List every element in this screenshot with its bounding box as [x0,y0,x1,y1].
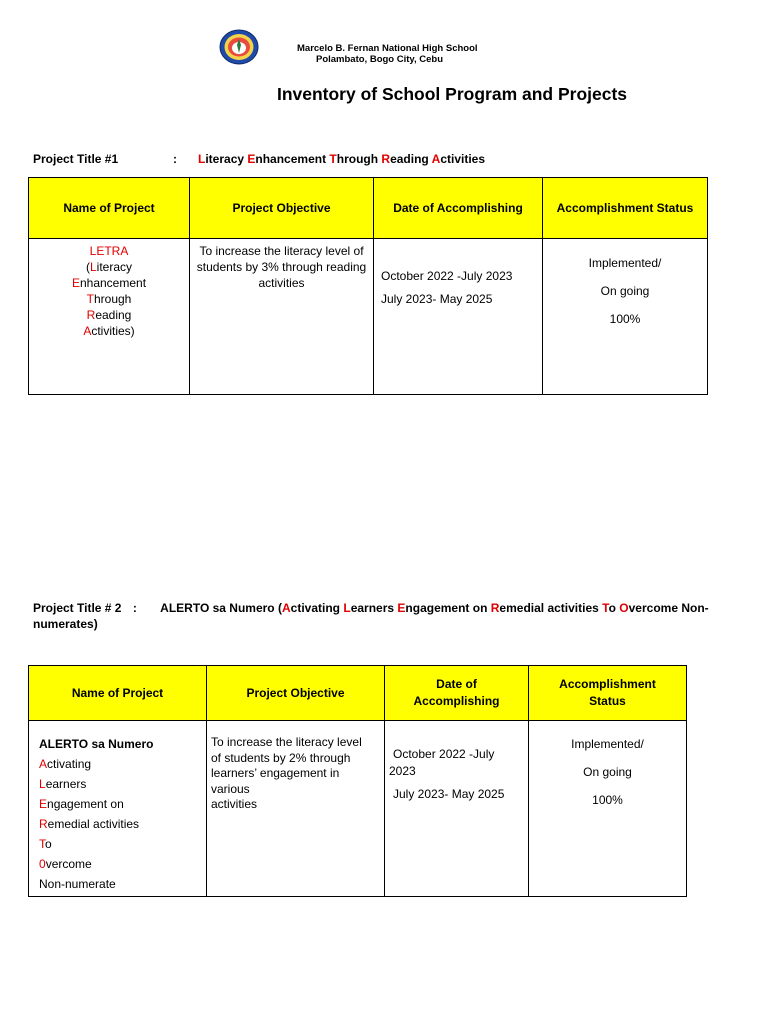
column-header-status-line1: Accomplishment [559,677,656,691]
column-header-name: Name of Project [29,178,190,239]
project1-name-line [29,275,189,291]
column-header-objective: Project Objective [190,178,374,239]
project1-name-lines [29,259,189,339]
project2-table [28,665,687,897]
project1-title-row [33,151,486,167]
project2-name-word: o [45,837,52,851]
project2-title-wrap: numerates) [33,617,98,631]
project1-name-initial: A [83,324,92,338]
project2-status-2: On going [583,765,632,779]
project2-name-line [39,854,206,874]
project2-date-cell [385,721,529,897]
project1-name-initial: L [89,260,97,274]
column-header-date-line1: Date of [436,677,477,691]
project2-name-word: Non-numerate [39,877,116,891]
project2-separator: : [132,601,137,615]
project2-name-initial: T [39,837,45,851]
project2-name-line [39,834,206,854]
project1-title-initial: R [381,152,391,166]
project1-title-word: hrough [336,152,382,166]
project1-date-cell [374,239,543,395]
project2-title [282,601,709,615]
project2-name-heading: ALERTO sa Numero [39,737,154,751]
project2-objective-line-5: activities [211,797,258,811]
project1-status-cell [543,239,708,395]
project1-table [28,177,708,395]
project2-objective-cell [207,721,385,897]
project1-status-2: On going [600,284,650,298]
project2-name-line [39,774,206,794]
column-header-date-line2: Accomplishing [413,694,500,708]
project1-name-word: ctivities) [91,324,135,338]
project2-title-word: vercome Non- [628,601,709,615]
project2-objective-line-2: of students by 2% through [211,750,351,765]
project1-objective-cell [190,239,374,395]
project2-name-line [39,814,206,834]
column-header-date: Date of Accomplishing [374,178,543,239]
project1-name-initial: R [86,308,96,322]
project2-label: Project Title # 2 [33,601,122,615]
project1-title-word: iteracy [205,152,248,166]
project1-title-word: nhancement [255,152,330,166]
project1-name-word: hrough [93,292,132,306]
project2-name-initial: 0 [39,857,46,871]
project2-title-initial: R [490,601,500,615]
project1-title [198,151,485,167]
column-header-date [385,666,529,721]
project2-title-word: ngagement on [405,601,491,615]
project1-date-2: July 2023- May 2025 [381,292,493,306]
project1-name-line [29,307,189,323]
project2-name-word: ngagement on [47,797,124,811]
project1-name-line [29,323,189,339]
project2-title-prefix: ALERTO sa Numero ( [160,601,282,615]
project2-title-word: earners [350,601,398,615]
project2-date-2: 2023 [389,764,416,778]
column-header-objective: Project Objective [207,666,385,721]
project2-title-initial: L [343,601,351,615]
project1-name-paren: ( [85,260,90,274]
project1-title-initial: L [198,152,206,166]
project2-name-line [39,794,206,814]
project2-name-word: ctivating [47,757,92,771]
project1-title-word: ctivities [440,152,486,166]
school-name: Marcelo B. Fernan National High School [297,43,478,54]
column-header-name: Name of Project [29,666,207,721]
project1-title-initial: E [247,152,256,166]
project2-name-line [39,754,206,774]
column-header-status: Accomplishment Status [543,178,708,239]
school-seal-icon [219,29,259,65]
project2-name-word: vercome [45,857,92,871]
project1-name-line [29,259,189,275]
project1-objective: To increase the literacy level of students by 3% through reading activities [196,244,367,290]
project2-title-word: emedial activities [499,601,603,615]
project2-title-word: o [608,601,620,615]
project2-title-row [33,600,758,632]
project2-status-1: Implemented/ [571,737,644,751]
project1-title-initial: A [431,152,441,166]
school-name-block [297,43,478,65]
project1-name-word: iteracy [96,260,133,274]
project1-name-word: eading [95,308,132,322]
project1-name-initial: T [86,292,94,306]
project2-name-cell [29,721,207,897]
project1-name-word: nhancement [79,276,147,290]
project2-objective-line-4: various [211,781,250,796]
project2-title-initial: O [619,601,629,615]
column-header-status [529,666,687,721]
project2-name-word: earners [45,777,87,791]
project2-name-initial: E [39,797,48,811]
project2-objective-line-3: learners’ engagement in [211,766,340,780]
project2-date-1: October 2022 -July [393,747,495,761]
project2-name-initial: L [39,777,46,791]
project2-name-word: emedial activities [47,817,140,831]
document-title: Inventory of School Program and Projects [276,84,628,104]
project2-status-3: 100% [592,793,623,807]
project1-separator: : [173,152,177,166]
project2-objective-line-1: To increase the literacy level [211,735,362,749]
project1-status-1: Implemented/ [588,256,662,270]
project1-date-1: October 2022 -July 2023 [381,269,513,283]
project2-date-3: July 2023- May 2025 [393,787,505,801]
project2-name-lines [39,754,206,894]
project2-name-line [39,874,206,894]
school-address: Polambato, Bogo City, Cebu [316,54,444,65]
project2-title-initial: E [397,601,406,615]
project2-title-word: ctivating [290,601,344,615]
project1-name-initial: E [71,276,80,290]
project2-title-initial: T [602,601,609,615]
project2-title-initial: A [281,601,291,615]
project1-name-line [29,291,189,307]
project1-acronym: LETRA [89,244,129,258]
project1-name-cell [29,239,190,395]
project1-label: Project Title #1 [33,152,119,166]
project2-status-cell [529,721,687,897]
project1-title-word: eading [390,152,432,166]
project1-status-3: 100% [609,312,641,326]
project1-title-initial: T [329,152,337,166]
column-header-status-line2: Status [589,694,626,708]
project2-name-initial: R [39,817,48,831]
project2-name-initial: A [39,757,48,771]
